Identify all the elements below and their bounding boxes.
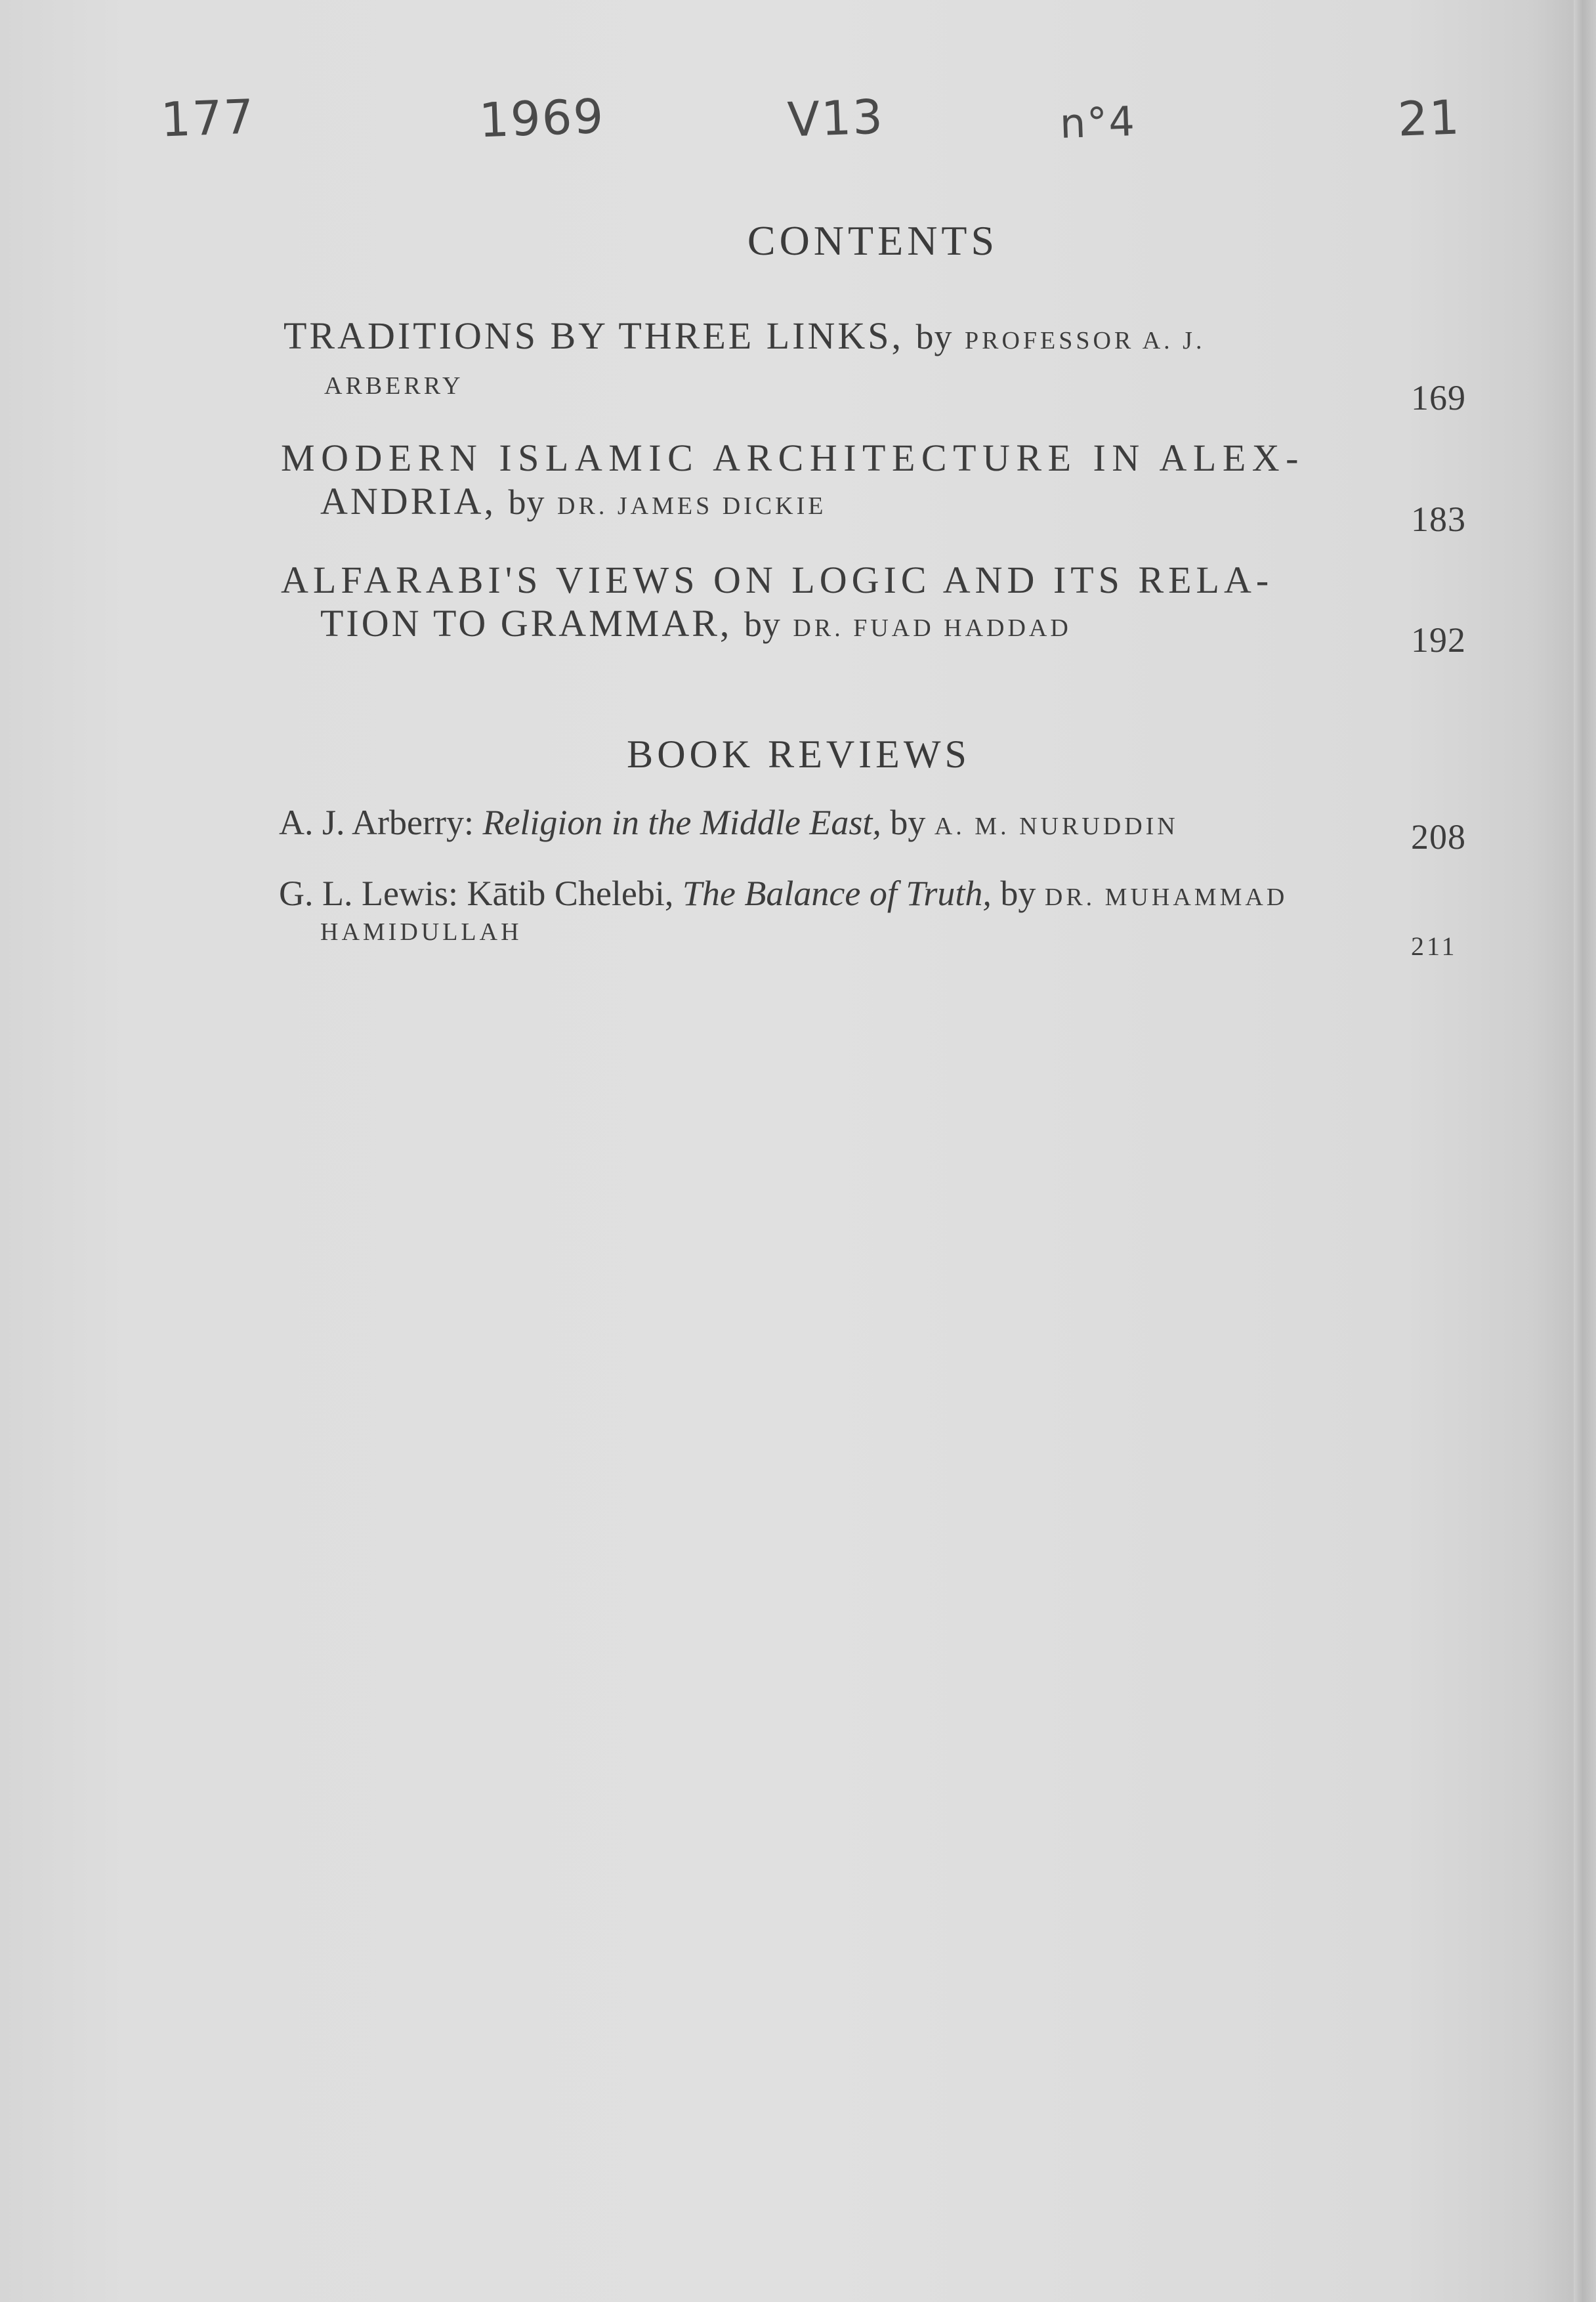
handwritten-note: 1969 [478, 88, 606, 148]
handwritten-note: V13 [786, 89, 885, 148]
reviewer-name: A. M. NURUDDIN [934, 813, 1179, 840]
article-author-continued: ARBERRY [324, 372, 464, 400]
handwritten-note: 177 [159, 89, 256, 148]
review-line [279, 802, 1179, 843]
article-title-continued: TION TO GRAMMAR, [320, 602, 732, 645]
review-book-title: Religion in the Middle East, [482, 803, 881, 842]
contents-heading: CONTENTS [747, 217, 999, 264]
page-number: 169 [1411, 378, 1466, 417]
by-label: by [508, 482, 545, 522]
article-title: TRADITIONS BY THREE LINKS, [284, 314, 904, 357]
by-label: by [1000, 874, 1036, 913]
by-label: by [915, 317, 953, 356]
handwritten-note: 21 [1396, 89, 1462, 147]
page-number: 192 [1411, 620, 1466, 660]
reviewer-name: DR. MUHAMMAD [1044, 884, 1288, 911]
review-book-author: A. J. Arberry: [279, 803, 474, 842]
toc-title-line [320, 601, 1072, 645]
reviews-heading: BOOK REVIEWS [627, 733, 971, 776]
page-number: 183 [1411, 500, 1466, 539]
article-title: ALFARABI'S VIEWS ON LOGIC AND ITS RELA- [281, 559, 1274, 601]
article-author: DR. FUAD HADDAD [793, 614, 1072, 642]
review-book-author: G. L. Lewis: Kātib Chelebi, [279, 874, 674, 913]
by-label: by [744, 605, 781, 644]
handwritten-note: n°4 [1059, 97, 1137, 148]
article-author: PROFESSOR A. J. [964, 327, 1206, 354]
review-book-title: The Balance of Truth, [682, 874, 992, 913]
page-edge-shadow [1574, 0, 1596, 2302]
by-label: by [890, 803, 926, 842]
toc-title-line [320, 479, 826, 523]
article-title-continued: ANDRIA, [320, 480, 497, 522]
article-title: MODERN ISLAMIC ARCHITECTURE IN ALEX- [281, 437, 1305, 479]
toc-title-line [284, 314, 1205, 358]
reviewer-name-continued: HAMIDULLAH [320, 918, 522, 946]
article-author: DR. JAMES DICKIE [557, 492, 827, 520]
review-line [279, 873, 1288, 914]
page-number: 211 [1411, 931, 1458, 961]
page-number: 208 [1411, 817, 1466, 857]
